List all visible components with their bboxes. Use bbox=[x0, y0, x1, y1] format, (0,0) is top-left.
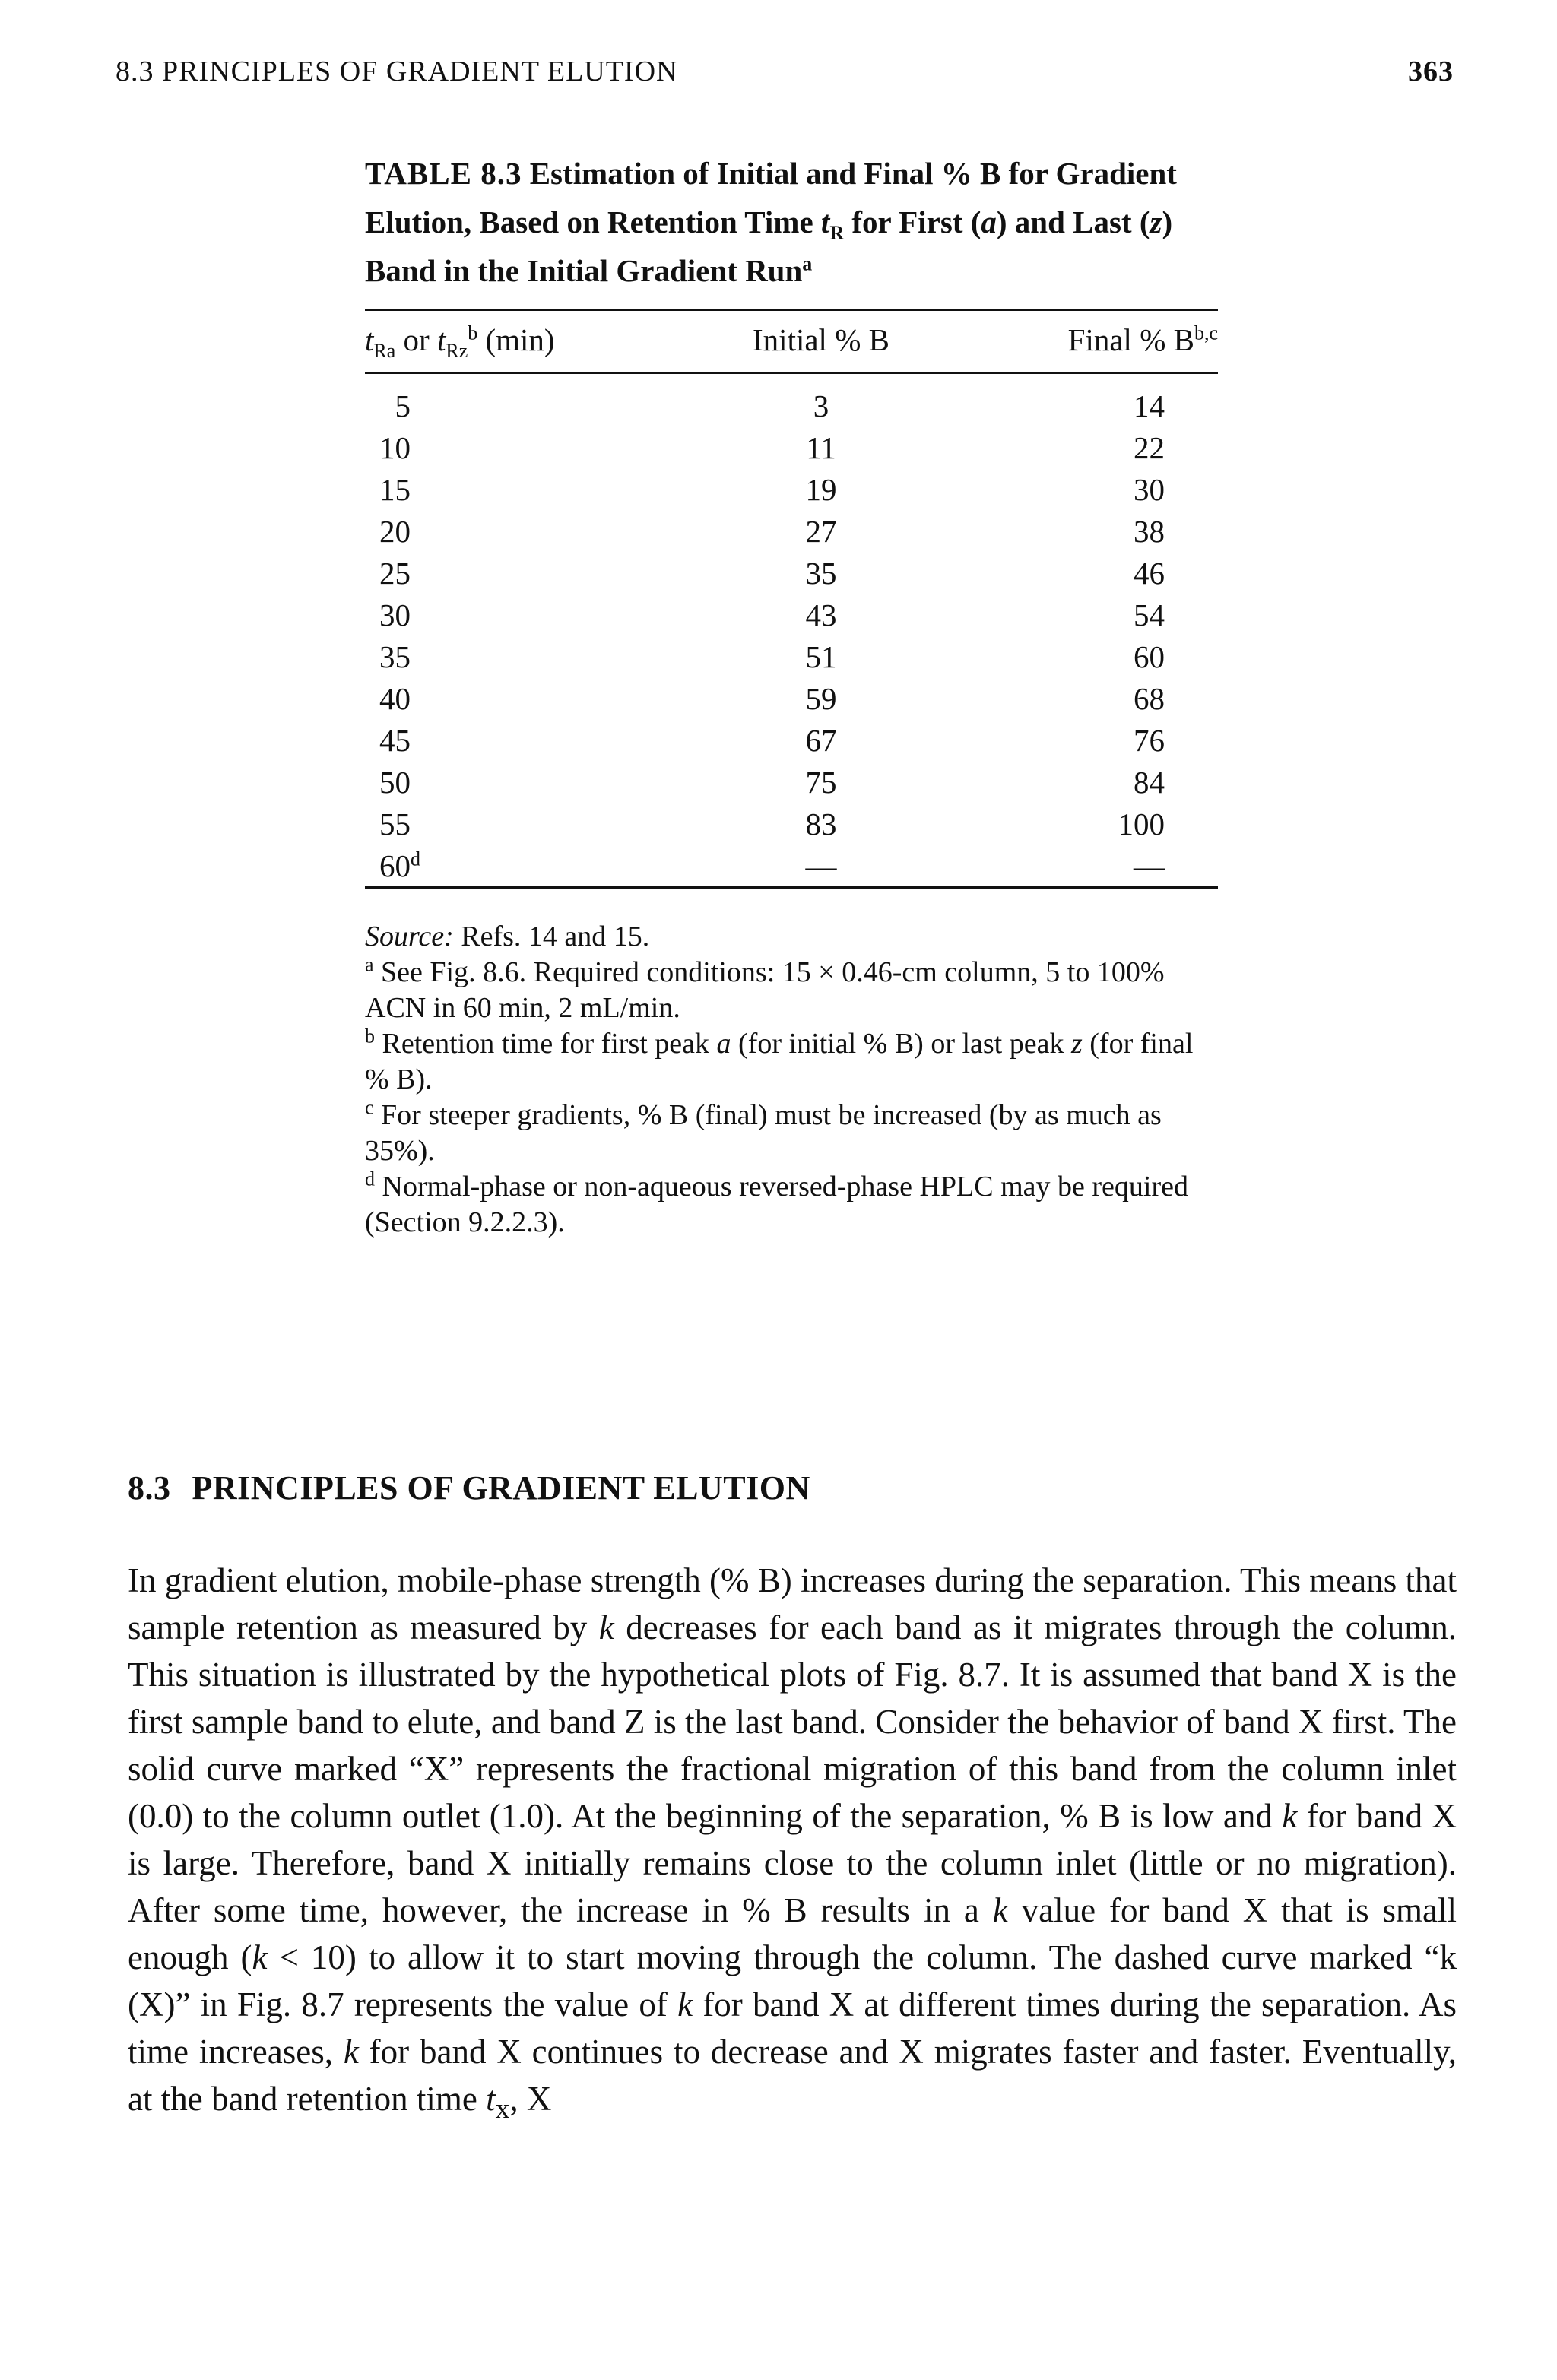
header-final-b bbox=[958, 310, 1218, 373]
footnote-c bbox=[365, 1098, 1218, 1169]
cell-final: 14 bbox=[1134, 388, 1165, 423]
caption-text-1: Estimation of Initial and Final % B for Gradient Elution, Based on Retention Time bbox=[365, 156, 1177, 239]
header-sub2: Rz bbox=[446, 340, 468, 363]
table-footnotes bbox=[365, 919, 1218, 1241]
body-t-sub: x bbox=[495, 2093, 510, 2125]
section-heading bbox=[128, 1469, 810, 1507]
cell-retention: 10 bbox=[379, 429, 411, 465]
table-row bbox=[365, 594, 1218, 635]
body-k: k bbox=[992, 1891, 1008, 1929]
footnote-c-mark: c bbox=[365, 1096, 374, 1119]
table-row bbox=[365, 468, 1218, 510]
body-text-3: for band X is large. Therefore, band X initially remains close to the column inlet (little or no migration). After some time, however, the increase in % B results in a bbox=[128, 1797, 1457, 1929]
cell-retention: 30 bbox=[379, 597, 411, 632]
body-text-8: , X bbox=[509, 2080, 552, 2118]
body-text-7: for band X continues to decrease and X migrates faster and faster. Eventually, at the band retention time bbox=[128, 2033, 1457, 2118]
cell-final: 60 bbox=[1134, 639, 1165, 674]
table-row bbox=[365, 426, 1218, 468]
footnote-b-a: a bbox=[716, 1028, 731, 1060]
footnote-b-text-3: (for final % B). bbox=[365, 1028, 1194, 1095]
cell-retention: 60 bbox=[379, 848, 411, 883]
body-k: k bbox=[343, 2033, 359, 2071]
cell-final: 38 bbox=[1134, 513, 1165, 549]
header-final-sup: b,c bbox=[1194, 322, 1218, 344]
footnote-d-text: Normal-phase or non-aqueous reversed-phase HPLC may be required (Section 9.2.2.3). bbox=[365, 1171, 1188, 1238]
caption-t-sub: R bbox=[829, 222, 845, 245]
header-unit: (min) bbox=[477, 322, 555, 357]
cell-initial: 51 bbox=[805, 639, 837, 674]
body-text-1: In gradient elution, mobile-phase strength (% B) increases during the separation. This means that sample retention as measured by bbox=[128, 1561, 1457, 1646]
cell-initial: 83 bbox=[805, 806, 837, 841]
table-row bbox=[365, 761, 1218, 803]
cell-retention: 15 bbox=[379, 471, 411, 507]
footnote-d-mark: d bbox=[365, 1168, 375, 1190]
cell-initial: — bbox=[805, 848, 837, 883]
cell-retention: 50 bbox=[379, 764, 411, 800]
header-sub1: Ra bbox=[373, 340, 396, 363]
footnote-b-text-2: (for initial % B) or last peak bbox=[731, 1028, 1071, 1060]
footnote-a-text: See Fig. 8.6. Required conditions: 15 × 0.46-cm column, 5 to 100% ACN in 60 min, 2 mL/min. bbox=[365, 956, 1165, 1024]
caption-a: a bbox=[981, 204, 997, 239]
footnote-d bbox=[365, 1169, 1218, 1241]
body-text-2: decreases for each band as it migrates through the column. This situation is illustrated by the hypothetical plots of Fig. 8.7. It is assumed that band X is the first sample band to elute, and band Z is the last band. Consider the behavior of band X first. The solid curve marked “X” represents the fractional migration of this band from the column inlet (0.0) to the column outlet (1.0). At the beginning of the separation, % B is low and bbox=[128, 1608, 1457, 1835]
cell-initial: 19 bbox=[805, 471, 837, 507]
header-final-text: Final % B bbox=[1067, 322, 1194, 357]
cell-retention: 55 bbox=[379, 806, 411, 841]
caption-z: z bbox=[1150, 204, 1162, 239]
table-row bbox=[365, 635, 1218, 677]
table-row bbox=[365, 373, 1218, 427]
table-row bbox=[365, 552, 1218, 594]
cell-retention-sup: d bbox=[411, 847, 420, 870]
header-sup1: b bbox=[468, 322, 478, 344]
footnote-a bbox=[365, 955, 1218, 1026]
table-header-row bbox=[365, 310, 1218, 373]
header-t2: t bbox=[436, 322, 446, 357]
cell-final: 22 bbox=[1134, 429, 1165, 465]
table-bottom-rule bbox=[365, 888, 1218, 900]
cell-retention: 45 bbox=[379, 722, 411, 758]
section-number: 8.3 bbox=[128, 1469, 171, 1507]
header-initial-b: Initial % B bbox=[753, 322, 889, 357]
cell-retention: 20 bbox=[379, 513, 411, 549]
caption-footnote-mark: a bbox=[802, 252, 813, 275]
body-k: k bbox=[252, 1938, 268, 1976]
cell-final: 100 bbox=[1118, 806, 1165, 841]
caption-t: t bbox=[820, 204, 830, 239]
body-k: k bbox=[598, 1608, 614, 1646]
caption-text-4: ) Band in the Initial Gradient Run bbox=[365, 204, 1173, 288]
body-text-6: for band X at different times during the separation. As time increases, bbox=[128, 1985, 1457, 2071]
footnote-c-text: For steeper gradients, % B (final) must be increased (by as much as 35%). bbox=[365, 1099, 1162, 1167]
section-title: PRINCIPLES OF GRADIENT ELUTION bbox=[192, 1469, 810, 1507]
footnote-b bbox=[365, 1026, 1218, 1098]
running-head-title: 8.3 PRINCIPLES OF GRADIENT ELUTION bbox=[116, 55, 678, 87]
cell-final: — bbox=[1134, 848, 1165, 883]
body-text-4: value for band X that is small enough ( bbox=[128, 1891, 1457, 1976]
header-t1: t bbox=[365, 322, 374, 357]
cell-initial: 67 bbox=[805, 722, 837, 758]
source-label: Source: bbox=[365, 921, 454, 952]
cell-retention: 35 bbox=[379, 639, 411, 674]
footnote-b-z: z bbox=[1070, 1028, 1083, 1060]
cell-final: 54 bbox=[1134, 597, 1165, 632]
body-paragraph bbox=[128, 1557, 1457, 2133]
source-text: Refs. 14 and 15. bbox=[453, 921, 650, 952]
body-k: k bbox=[1282, 1797, 1298, 1835]
cell-initial: 59 bbox=[805, 680, 837, 716]
footnote-b-mark: b bbox=[365, 1025, 375, 1047]
caption-text-3: ) and Last ( bbox=[996, 204, 1150, 239]
table-row bbox=[365, 719, 1218, 761]
body-k: k bbox=[677, 1985, 693, 2023]
cell-retention: 40 bbox=[379, 680, 411, 716]
table-row bbox=[365, 510, 1218, 552]
cell-initial: 43 bbox=[805, 597, 837, 632]
page-number: 363 bbox=[1408, 55, 1454, 87]
cell-retention: 5 bbox=[395, 388, 411, 423]
table-block bbox=[365, 149, 1218, 1241]
cell-initial: 75 bbox=[805, 764, 837, 800]
cell-initial: 3 bbox=[813, 388, 829, 423]
body-t: t bbox=[486, 2080, 496, 2118]
cell-final: 68 bbox=[1134, 680, 1165, 716]
cell-initial: 27 bbox=[805, 513, 837, 549]
footnote-b-text-1: Retention time for first peak bbox=[375, 1028, 717, 1060]
footnote-a-mark: a bbox=[365, 953, 374, 976]
table-row bbox=[365, 845, 1218, 888]
table-caption bbox=[365, 149, 1218, 295]
table-row bbox=[365, 677, 1218, 719]
header-retention-time bbox=[365, 310, 684, 373]
data-table bbox=[365, 309, 1218, 899]
cell-final: 46 bbox=[1134, 555, 1165, 591]
cell-final: 30 bbox=[1134, 471, 1165, 507]
header-or: or bbox=[395, 322, 437, 357]
cell-final: 84 bbox=[1134, 764, 1165, 800]
cell-final: 76 bbox=[1134, 722, 1165, 758]
table-row bbox=[365, 803, 1218, 845]
caption-text-2: for First ( bbox=[844, 204, 981, 239]
cell-retention: 25 bbox=[379, 555, 411, 591]
body-text-5: < 10) to allow it to start moving through the column. The dashed curve marked “k (X)” in Fig. 8.7 represents the value of bbox=[128, 1938, 1457, 2023]
table-body bbox=[365, 373, 1218, 900]
table-label: TABLE 8.3 bbox=[365, 156, 522, 191]
footnote-source bbox=[365, 919, 1218, 955]
cell-initial: 11 bbox=[806, 429, 836, 465]
cell-initial: 35 bbox=[805, 555, 837, 591]
